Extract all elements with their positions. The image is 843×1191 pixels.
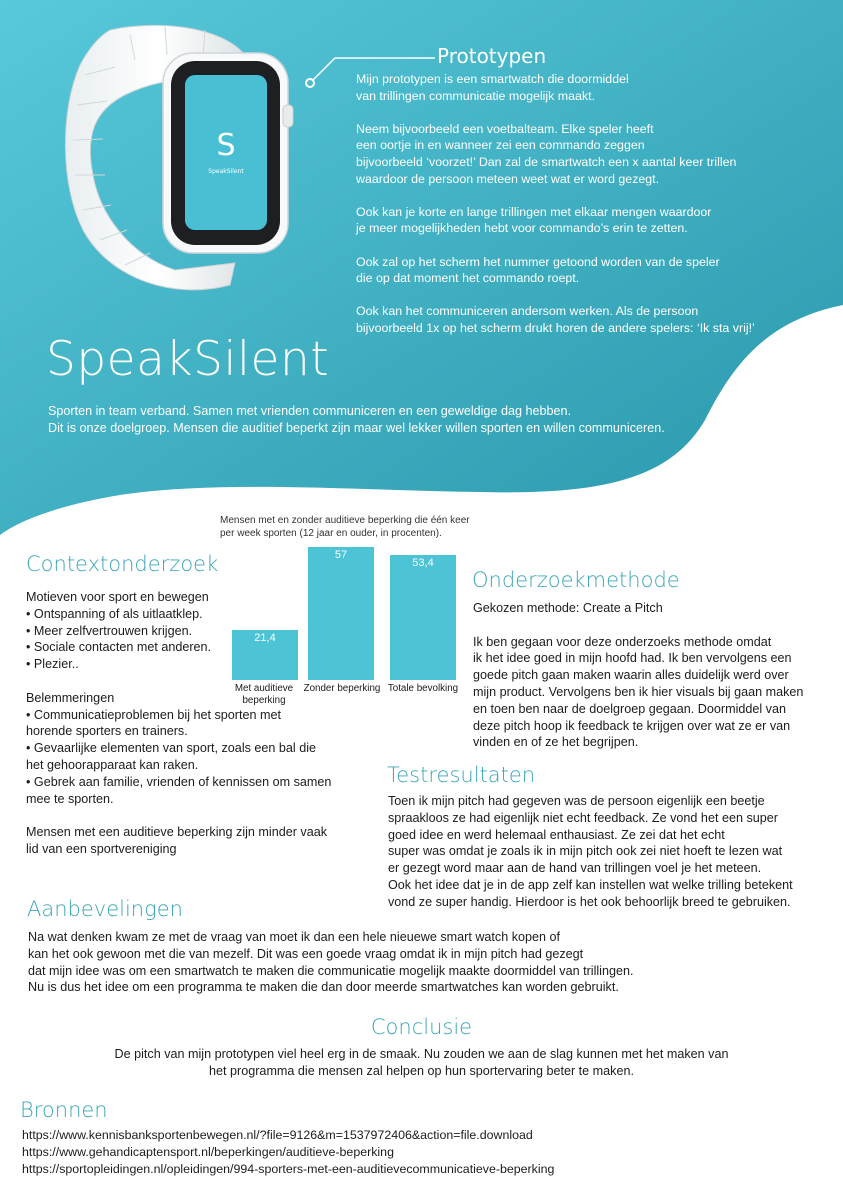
text-line: Neem bijvoorbeeld een voetbalteam. Elke speler heeft <box>356 121 654 136</box>
text-line: Ook kan het communiceren andersom werken. Als de persoon <box>356 304 699 319</box>
text-line: goed idee en werd helemaal enthausiast. Ze zei dat het echt <box>388 827 725 842</box>
chart-value-label: 53,4 <box>412 557 434 569</box>
text-line: en toen ben naar de doelgroep gegaan. Doormiddel van <box>473 701 786 716</box>
text-line: Mijn prototypen is een smartwatch die doormiddel <box>356 72 629 86</box>
barrier-line: mee te sporten. <box>26 791 114 806</box>
text-line: Dit is onze doelgroep. Mensen die auditief beperkt zijn maar wel lekker willen sporten en willen communiceren. <box>48 420 665 435</box>
text-line: waardoor de persoon meteen weet wat er word gezegt. <box>356 171 660 186</box>
chart-category-label: Totale bevolking <box>387 683 459 694</box>
text-line: goede pitch gaan maken waarin alles duidelijk werd over <box>473 668 789 683</box>
methode-body <box>473 600 823 751</box>
barrier-line: • Gevaarlijke elementen van sport, zoals een bal die <box>26 741 317 756</box>
test-title: Testresultaten <box>387 763 536 787</box>
methode-title: Onderzoekmethode <box>472 568 680 592</box>
watch-logo-letter: S <box>216 128 236 163</box>
bronnen-list <box>22 1127 822 1178</box>
category-line: Met auditieve <box>234 683 294 694</box>
text-line: De pitch van mijn prototypen viel heel erg in de smaak. Nu zouden we aan de slag kunnen met het maken van <box>114 1047 729 1061</box>
text-line: Na wat denken kwam ze met de vraag van moet ik dan een hele nieuewe smart watch kopen of <box>28 930 561 944</box>
barrier-line: horende sporters en trainers. <box>26 724 188 739</box>
text-line: deze pitch hoop ik feedback te krijgen over wat ze er van <box>473 718 791 733</box>
text-line: vinden en of ze het begrijpen. <box>473 735 639 750</box>
prototypen-title: Prototypen <box>437 44 547 68</box>
prototypen-text <box>356 71 826 353</box>
chart-value-label: 21,4 <box>254 632 276 644</box>
motive-item: • Ontspanning of als uitlaatklep. <box>26 606 203 621</box>
motive-item: • Meer zelfvertrouwen krijgen. <box>26 623 193 638</box>
prototypen-paragraph <box>356 121 826 187</box>
text-line: Ik ben gegaan voor deze onderzoeks methode omdat <box>473 634 772 649</box>
motive-item: • Plezier.. <box>26 657 79 672</box>
chart-title <box>220 514 520 540</box>
text-line: vond ze super handig. Hierdoor is het ook behoorlijk breed te gebruiken. <box>388 894 791 909</box>
text-line: Nu is dus het idee om een programma te maken die dan door meerde smartwatches kan worden gebruikt. <box>28 980 619 995</box>
hero-title: SpeakSilent <box>46 332 330 387</box>
text-line: er gezegt word maar aan de hand van trillingen voel je het meteen. <box>388 861 762 876</box>
barrier-line: het gehoorapparaat kan raken. <box>26 757 199 772</box>
prototypen-paragraph <box>356 71 826 104</box>
hero-intro <box>48 403 768 436</box>
source-link[interactable]: https://sportopleidingen.nl/opleidingen/994-sporters-met-een-auditievecommunicatieve-beperking <box>22 1162 555 1176</box>
closing-line: lid van een sportvereniging <box>26 841 177 856</box>
category-line: beperking <box>242 695 286 706</box>
source-link[interactable]: https://www.kennisbanksportenbewegen.nl/?file=9126&m=1537972406&action=file.download <box>22 1128 533 1142</box>
bronnen-title: Bronnen <box>20 1098 108 1122</box>
chosen-method: Gekozen methode: Create a Pitch <box>473 601 663 615</box>
aanbevelingen-body <box>28 929 818 996</box>
text-line: ik het idee goed in mijn hoofd had. Ik ben vervolgens een <box>473 651 792 666</box>
text-line: die op dat moment het commando roept. <box>356 271 580 286</box>
motive-item: • Sociale contacten met anderen. <box>26 640 212 655</box>
text-line: spraakloos ze had eigenlijk niet echt feedback. Ze vond het een super <box>388 810 778 825</box>
text-line: Ook het idee dat je in de app zelf kan instellen wat welke trilling betekent <box>388 877 793 892</box>
context-body <box>26 589 356 858</box>
smartwatch-image <box>55 15 305 300</box>
text-line: bijvoorbeeld ‘voorzet!’ Dan zal de smartwatch een x aantal keer trillen <box>356 154 737 169</box>
chart-value-label: 57 <box>334 549 348 561</box>
text-line: je meer mogelijkheden hebt voor commando’s erin te zetten. <box>356 221 688 236</box>
text-line: Ook zal op het scherm het nummer getoond worden van de speler <box>356 254 720 269</box>
closing-line: Mensen met een auditieve beperking zijn minder vaak <box>26 825 328 840</box>
text-line: dat mijn idee was om een smartwatch te maken die communicatie mogelijk maakte doormiddel van trillingen. <box>28 963 634 978</box>
text-line: kan het ook gewoon met die van mezelf. Dit was een goede vraag omdat ik in mijn pitch had gezegt <box>28 946 584 961</box>
watch-logo-text: SpeakSilent <box>208 168 244 175</box>
barrier-line: • Communicatieproblemen bij het sporten met <box>26 707 282 722</box>
text-line: een oortje in en wanneer zei een commando zeggen <box>356 138 645 153</box>
chart-bar-totale-bevolking <box>390 555 456 680</box>
prototypen-paragraph <box>356 254 826 287</box>
text-line: Sporten in team verband. Samen met vrienden communiceren en een geweldige dag hebben. <box>48 404 571 418</box>
conclusie-title: Conclusie <box>370 1015 473 1039</box>
text-line: Ook kan je korte en lange trillingen met elkaar mengen waardoor <box>356 204 712 219</box>
test-body <box>388 793 828 911</box>
text-line: bijvoorbeeld 1x op het scherm drukt horen de andere spelers: ‘Ik sta vrij!’ <box>356 320 755 335</box>
text-line: Toen ik mijn pitch had gegeven was de persoon eigenlijk een beetje <box>388 794 765 808</box>
chart-title-line: Mensen met en zonder auditieve beperking die één keer <box>220 515 470 526</box>
text-line: het programma die mensen zal helpen op hun sportervaring beter te maken. <box>209 1063 634 1078</box>
context-title: Contextonderzoek <box>26 552 219 576</box>
motives-heading: Motieven voor sport en bewegen <box>26 590 209 604</box>
prototypen-paragraph <box>356 204 826 237</box>
aanbevelingen-title: Aanbevelingen <box>27 897 183 921</box>
barriers-heading: Belemmeringen <box>26 690 115 705</box>
prototypen-paragraph <box>356 303 826 336</box>
text-line: van trillingen communicatie mogelijk maakt. <box>356 88 595 103</box>
chart-category-label: Zonder beperking <box>303 683 381 694</box>
barrier-line: • Gebrek aan familie, vrienden of kennissen om samen <box>26 774 332 789</box>
text-line: mijn product. Vervolgens ben ik hier visuals bij gaan maken <box>473 684 804 699</box>
chart-title-line: per week sporten (12 jaar en ouder, in procenten). <box>220 528 442 539</box>
source-link[interactable]: https://www.gehandicaptensport.nl/beperkingen/auditieve-beperking <box>22 1145 394 1159</box>
text-line: super was omdat je zoals ik in mijn pitch ook zei niet hoeft te lezen wat <box>388 844 783 859</box>
conclusie-body <box>0 1046 843 1080</box>
